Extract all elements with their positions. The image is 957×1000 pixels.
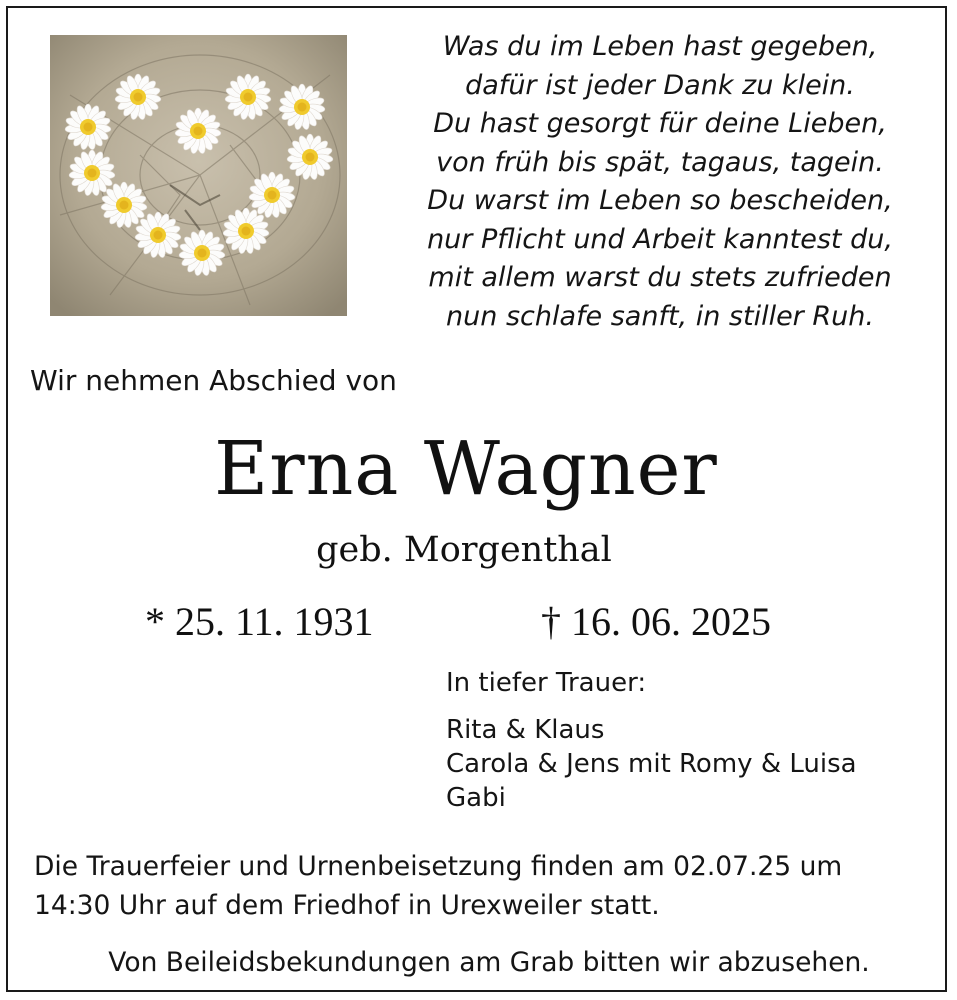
service-info [34,847,842,925]
poem-line: nun schlafe sanft, in stiller Ruh. [446,300,874,332]
service-line: 14:30 Uhr auf dem Friedhof in Urexweiler statt. [34,890,660,921]
poem-line: Was du im Leben hast gegeben, [442,31,878,62]
poem-line: von früh bis spät, tagaus, tagein. [436,146,884,178]
death-date: † 16. 06. 2025 [541,599,771,644]
poem-line: Du warst im Leben so bescheiden, [427,185,893,216]
mourning-heading: In tiefer Trauer: [446,668,647,698]
mourner: Carola & Jens mit Romy & Luisa [446,749,857,779]
mourner: Gabi [446,783,506,813]
intro-text: Wir nehmen Abschied von [30,364,397,397]
service-line: Die Trauerfeier und Urnenbeisetzung finden am 02.07.25 um [34,851,843,882]
deceased-name: Erna Wagner [214,426,718,512]
condolence-request: Von Beileidsbekundungen am Grab bitten wir abzusehen. [108,947,870,978]
maiden-name: geb. Morgenthal [316,530,612,570]
poem-line: mit allem warst du stets zufrieden [428,262,892,293]
poem-line: dafür ist jeder Dank zu klein. [465,69,855,101]
mourner: Rita & Klaus [446,715,605,745]
mourners-list [446,713,857,815]
poem-line: nur Pflicht und Arbeit kanntest du, [427,223,893,255]
birth-date: * 25. 11. 1931 [145,599,374,644]
daisy-heart-photo [50,35,347,316]
poem-line: Du hast gesorgt für deine Lieben, [433,108,887,139]
poem [380,28,940,336]
